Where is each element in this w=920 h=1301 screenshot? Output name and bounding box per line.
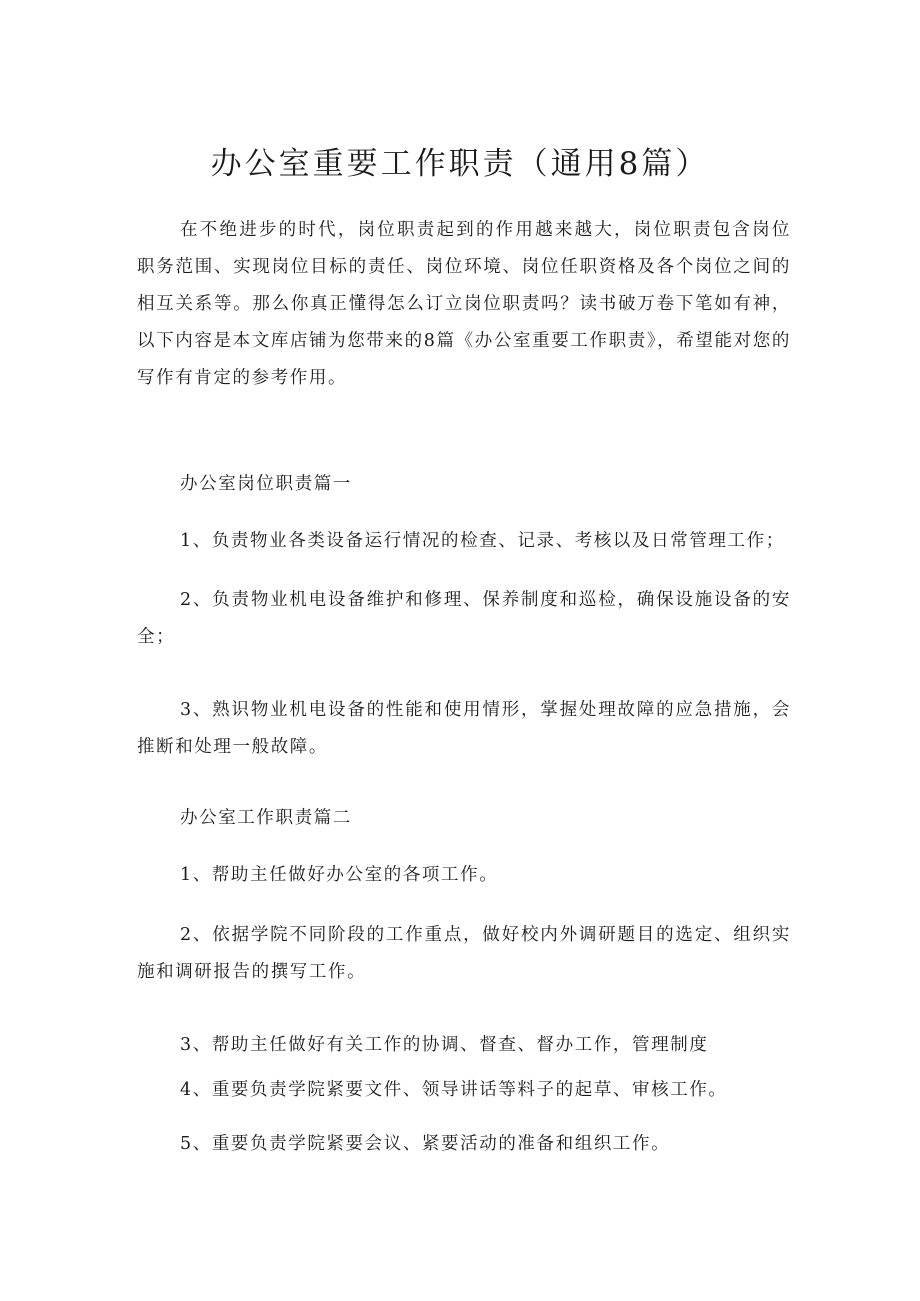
document-title: 办公室重要工作职责（通用8篇）: [210, 146, 710, 182]
section2-item-5: 5、重要负责学院紧要会议、紧要活动的准备和组织工作。: [180, 1134, 671, 1154]
section1-item-3: 3、熟识物业机电设备的性能和使用情形，掌握处理故障的应急措施，会推断和处理一般故障。: [137, 700, 791, 757]
section2-item-2: 2、依据学院不同阶段的工作重点，做好校内外调研题目的选定、组织实施和调研报告的撰写工作。: [137, 925, 791, 982]
section2-item-4: 4、重要负责学院紧要文件、领导讲话等料子的起草、审核工作。: [180, 1080, 728, 1100]
section1-heading: 办公室岗位职责篇一: [180, 474, 352, 494]
section1-item-1: 1、负责物业各类设备运行情况的检查、记录、考核以及日常管理工作；: [180, 531, 785, 551]
section2-heading: 办公室工作职责篇二: [180, 808, 352, 828]
section1-item-2: 2、负责物业机电设备维护和修理、保养制度和巡检，确保设施设备的安全；: [137, 590, 791, 647]
intro-paragraph: 在不绝进步的时代，岗位职责起到的作用越来越大，岗位职责包含岗位职务范围、实现岗位目标的责任、岗位环境、岗位任职资格及各个岗位之间的相互关系等。那么你真正懂得怎么订立岗位职责吗？读书破万卷下笔如有神，以下内容是本文库店铺为您带来的8篇《办公室重要工作职责》，希望能对您的写作有肯定的参考作用。: [137, 220, 791, 388]
section2-item-3: 3、帮助主任做好有关工作的协调、督查、督办工作，管理制度: [180, 1035, 709, 1055]
section2-item-1: 1、帮助主任做好办公室的各项工作。: [180, 865, 499, 885]
